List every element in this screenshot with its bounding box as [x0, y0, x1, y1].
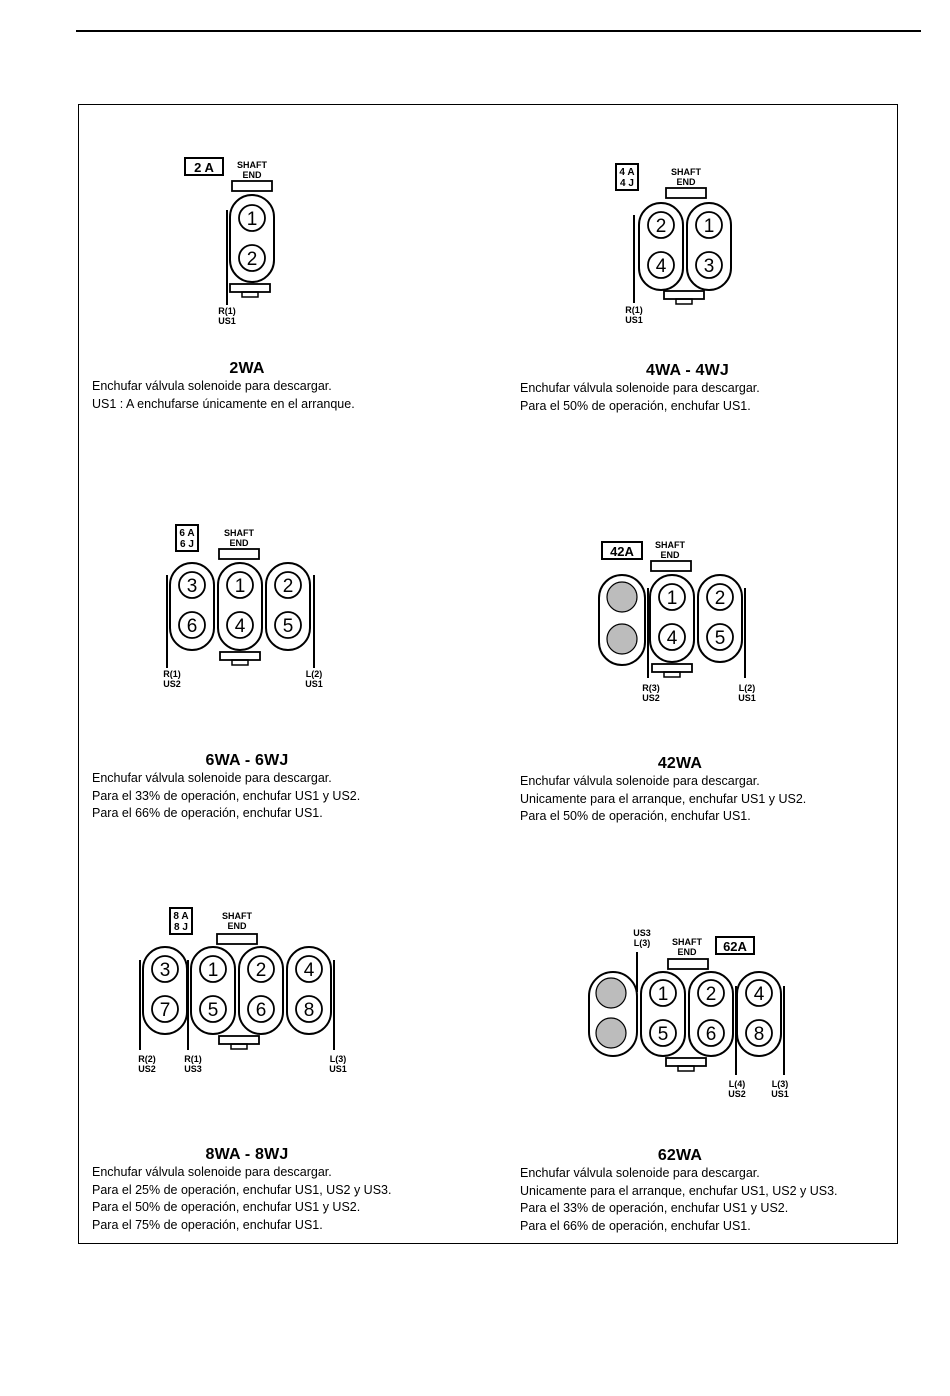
cylinder-number: 4 — [655, 256, 667, 277]
diagram-62wa — [575, 920, 815, 1115]
caption-4wa — [520, 362, 860, 415]
caption-line: Para el 50% de operación, enchufar US1 y US2. — [92, 1200, 361, 1214]
shaft-label: SHAFT — [224, 528, 254, 538]
wire-label: R(3) — [642, 683, 660, 693]
caption-line: Para el 33% de operación, enchufar US1 y US2. — [520, 1201, 789, 1215]
caption-title: 42WA — [657, 755, 703, 772]
shaft-label: SHAFT — [237, 160, 267, 170]
caption-line: Para el 66% de operación, enchufar US1. — [92, 806, 323, 820]
shaft-label: SHAFT — [222, 911, 252, 921]
model-tag: 4 A — [619, 167, 635, 178]
wire-label: US1 — [771, 1089, 789, 1099]
diagram-6wa — [150, 515, 350, 705]
caption-line: Unicamente para el arranque, enchufar US1, US2 y US3. — [520, 1183, 838, 1198]
diagram-4wa-svg — [600, 155, 750, 340]
diagram-2wa — [170, 150, 310, 340]
cylinder-number: 4 — [753, 984, 765, 1005]
cylinder-number: 5 — [714, 628, 726, 649]
caption-line: Para el 33% de operación, enchufar US1 y US2. — [92, 788, 361, 803]
pump-marker — [664, 672, 680, 677]
caption-line: Enchufar válvula solenoide para descargar. — [520, 774, 760, 788]
cylinder-number: 6 — [705, 1024, 717, 1045]
wire-label: US1 — [218, 316, 236, 326]
wire-label: US3 — [184, 1064, 202, 1074]
pump-marker — [242, 292, 258, 297]
end-label: END — [660, 550, 680, 560]
wire-label: L(3) — [633, 938, 651, 948]
wire-label: L(4) — [728, 1079, 746, 1089]
wire-label: R(1) — [625, 305, 643, 315]
cylinder-number: 5 — [207, 1000, 219, 1021]
shaft-end-marker — [668, 959, 708, 969]
pump-marker — [219, 1036, 259, 1044]
pump-marker — [220, 652, 260, 660]
end-label: END — [677, 947, 697, 957]
cylinder-number: 8 — [753, 1024, 765, 1045]
caption-line: Enchufar válvula solenoide para descargar. — [92, 1165, 332, 1179]
end-label: END — [676, 177, 696, 187]
shaft-end-marker — [651, 561, 691, 571]
diagram-62wa-svg — [575, 920, 815, 1110]
diagram-6wa-svg — [150, 515, 350, 700]
end-label: END — [229, 538, 249, 548]
wire-label: US3 — [633, 928, 651, 938]
diagram-2wa-svg — [170, 150, 310, 335]
wire-label: R(1) — [218, 306, 236, 316]
cylinder-number: 5 — [657, 1024, 669, 1045]
shaft-end-marker — [217, 934, 257, 944]
cylinder-number: 1 — [207, 960, 219, 981]
blank-cylinder — [607, 582, 637, 612]
cylinder-number: 1 — [657, 984, 669, 1005]
cylinder-number: 3 — [159, 960, 171, 981]
pump-marker — [230, 284, 270, 292]
shaft-end-marker — [232, 181, 272, 191]
wire-label: US2 — [642, 693, 660, 703]
wire-label: US1 — [329, 1064, 347, 1074]
cylinder-number: 1 — [666, 588, 678, 609]
wire-label: US1 — [625, 315, 643, 325]
caption-6wa — [92, 752, 432, 823]
wire-label: L(2) — [738, 683, 756, 693]
caption-line: Para el 66% de operación, enchufar US1. — [520, 1218, 751, 1233]
caption-title: 2WA — [229, 360, 265, 377]
cylinder-number: 1 — [234, 576, 246, 597]
cylinder-number: 2 — [714, 588, 726, 609]
caption-line: Enchufar válvula solenoide para descargar. — [92, 771, 332, 785]
cylinder-number: 4 — [234, 616, 246, 637]
blank-cylinder — [596, 978, 626, 1008]
model-tag: 62A — [723, 939, 747, 954]
cylinder-number: 5 — [282, 616, 294, 637]
wire-label: US1 — [738, 693, 756, 703]
shaft-end-marker — [219, 549, 259, 559]
caption-line: Para el 50% de operación, enchufar US1. — [520, 809, 751, 823]
cylinder-number: 7 — [159, 1000, 171, 1021]
model-tag: 6 A — [179, 528, 195, 539]
wire-label: R(2) — [138, 1054, 156, 1064]
wire-label: L(3) — [771, 1079, 789, 1089]
wire-label: R(1) — [163, 669, 181, 679]
diagram-8wa — [120, 900, 370, 1090]
wire-label: US2 — [728, 1089, 746, 1099]
cylinder-number: 2 — [655, 216, 667, 237]
cylinder-number: 6 — [186, 616, 198, 637]
diagram-42wa — [585, 530, 785, 720]
cylinder-number: 4 — [666, 628, 678, 649]
wire-label: L(3) — [329, 1054, 347, 1064]
blank-cylinder — [607, 624, 637, 654]
caption-62wa — [520, 1147, 895, 1235]
cylinder-number: 1 — [703, 216, 715, 237]
cylinder-number: 6 — [255, 1000, 267, 1021]
model-tag: 42A — [610, 544, 634, 559]
pump-marker — [232, 660, 248, 665]
caption-title: 62WA — [657, 1147, 703, 1164]
shaft-label: SHAFT — [671, 167, 701, 177]
caption-line: US1 : A enchufarse únicamente en el arranque. — [92, 396, 355, 411]
cylinder-number: 1 — [246, 209, 258, 230]
pump-marker — [676, 299, 692, 304]
blank-cylinder — [596, 1018, 626, 1048]
caption-2wa — [92, 360, 422, 413]
pump-marker — [652, 664, 692, 672]
model-tag: 4 J — [620, 178, 634, 189]
cylinder-number: 3 — [186, 576, 198, 597]
wire-label: L(2) — [305, 669, 323, 679]
model-tag: 2 A — [194, 160, 214, 175]
pump-marker — [664, 291, 704, 299]
caption-line: Para el 75% de operación, enchufar US1. — [92, 1217, 323, 1232]
wire-label: US2 — [138, 1064, 156, 1074]
diagram-4wa — [600, 155, 750, 345]
wire-label: US2 — [163, 679, 181, 689]
wire-label: US1 — [305, 679, 323, 689]
pump-marker — [678, 1066, 694, 1071]
diagram-8wa-svg — [120, 900, 370, 1085]
model-tag: 6 J — [180, 539, 194, 550]
top-rule — [76, 30, 921, 32]
diagram-42wa-svg — [585, 530, 785, 715]
shaft-end-marker — [666, 188, 706, 198]
caption-8wa — [92, 1146, 452, 1234]
caption-line: Enchufar válvula solenoide para descargar. — [92, 379, 332, 393]
cylinder-number: 8 — [303, 1000, 315, 1021]
caption-42wa — [520, 755, 880, 826]
end-label: END — [242, 170, 262, 180]
cylinder-number: 2 — [282, 576, 294, 597]
cylinder-number: 2 — [246, 249, 258, 270]
pump-marker — [666, 1058, 706, 1066]
wire-label: R(1) — [184, 1054, 202, 1064]
end-label: END — [227, 921, 247, 931]
caption-line: Enchufar válvula solenoide para descargar. — [520, 381, 760, 395]
pump-marker — [231, 1044, 247, 1049]
model-tag: 8 J — [174, 922, 188, 933]
caption-line: Unicamente para el arranque, enchufar US1 y US2. — [520, 791, 807, 806]
caption-title: 4WA - 4WJ — [646, 362, 729, 379]
caption-title: 8WA - 8WJ — [205, 1146, 289, 1163]
shaft-label: SHAFT — [672, 937, 702, 947]
cylinder-number: 4 — [303, 960, 315, 981]
caption-line: Enchufar válvula solenoide para descargar. — [520, 1166, 760, 1180]
cylinder-number: 2 — [705, 984, 717, 1005]
caption-line: Para el 50% de operación, enchufar US1. — [520, 398, 751, 413]
cylinder-number: 2 — [255, 960, 267, 981]
model-tag: 8 A — [173, 911, 189, 922]
shaft-label: SHAFT — [655, 540, 685, 550]
caption-title: 6WA - 6WJ — [205, 752, 289, 769]
cylinder-number: 3 — [703, 256, 715, 277]
caption-line: Para el 25% de operación, enchufar US1, US2 y US3. — [92, 1182, 392, 1197]
